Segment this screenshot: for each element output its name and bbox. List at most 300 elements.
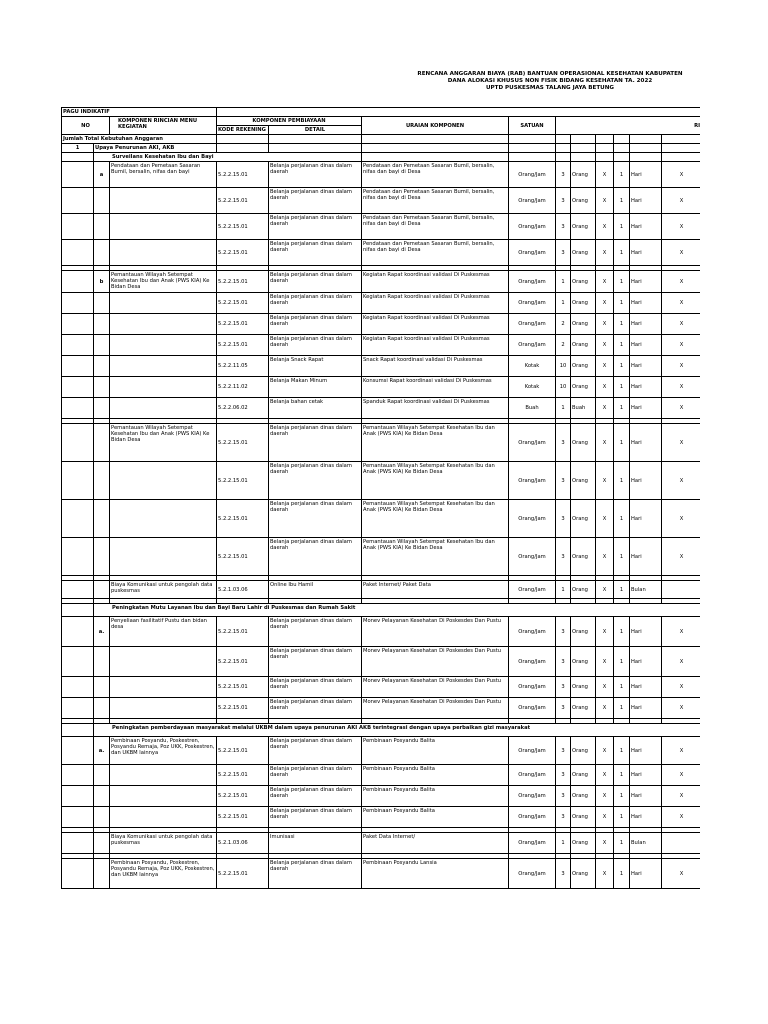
- cell-x: X: [596, 737, 614, 765]
- cell-satuan: Orang/Jam: [509, 538, 556, 576]
- menu-cell: Penyeliaan fasilitatif Pustu dan bidan desa: [110, 617, 217, 647]
- cell-satuan: Orang/Jam: [509, 647, 556, 677]
- table-row: [62, 859, 702, 889]
- table-row: [62, 647, 702, 677]
- cell-q2: 1: [614, 737, 630, 765]
- cell-u1: Orang: [571, 647, 596, 677]
- sub-letter: [94, 647, 110, 677]
- table-row: [62, 314, 702, 335]
- cell-q1: 1: [556, 581, 571, 599]
- menu-cell: [110, 786, 217, 807]
- cell-detail: Online Ibu Hamil: [269, 581, 362, 599]
- cell-kode: 5.2.2.15.01: [217, 293, 269, 314]
- cell-x: X: [596, 377, 614, 398]
- sub-letter: [94, 859, 110, 889]
- cell-uraian: Monev Pelayanan Kesehatan Di Poskesdes Dan Pustu: [362, 647, 509, 677]
- upaya-label: Upaya Penurunan AKI, AKB: [94, 144, 217, 153]
- cell-x2: X: [662, 424, 702, 462]
- rab-table: [61, 107, 702, 889]
- cell-u1: Orang: [571, 424, 596, 462]
- cell-u2: Hari: [630, 424, 662, 462]
- cell-x2: [662, 581, 702, 599]
- sub-letter: [94, 765, 110, 786]
- cell-x: X: [596, 538, 614, 576]
- cell-u1: Orang: [571, 335, 596, 356]
- cell-q2: 1: [614, 833, 630, 854]
- cell-u2: Hari: [630, 188, 662, 214]
- cell-x: X: [596, 617, 614, 647]
- surveilans-label: Surveilans Kesehatan Ibu dan Bayi: [94, 153, 362, 162]
- cell-q1: 3: [556, 424, 571, 462]
- cell-x: X: [596, 462, 614, 500]
- cell-x2: X: [662, 162, 702, 188]
- cell-q2: 1: [614, 859, 630, 889]
- sub-letter: a.: [94, 617, 110, 647]
- cell-u2: Hari: [630, 765, 662, 786]
- cell-u1: Orang: [571, 271, 596, 293]
- cell-x2: X: [662, 859, 702, 889]
- cell-detail: Belanja perjalanan dinas dalam daerah: [269, 162, 362, 188]
- cell-u1: Orang: [571, 737, 596, 765]
- cell-u1: Orang: [571, 538, 596, 576]
- cell-q2: 1: [614, 162, 630, 188]
- cell-kode: 5.2.2.15.01: [217, 737, 269, 765]
- cell-uraian: Pembinaan Posyandu Balita: [362, 786, 509, 807]
- sub-letter: [94, 786, 110, 807]
- cell-q1: 3: [556, 188, 571, 214]
- cell-u2: Hari: [630, 617, 662, 647]
- cell-kode: 5.2.2.15.01: [217, 698, 269, 719]
- cell-kode: 5.2.2.11.02: [217, 377, 269, 398]
- menu-cell: [110, 677, 217, 698]
- cell-u2: Hari: [630, 859, 662, 889]
- cell-x2: X: [662, 462, 702, 500]
- cell-detail: Belanja perjalanan dinas dalam daerah: [269, 647, 362, 677]
- cell-u1: Orang: [571, 314, 596, 335]
- cell-q2: 1: [614, 188, 630, 214]
- cell-u1: Orang: [571, 240, 596, 266]
- sub-letter: [94, 188, 110, 214]
- menu-cell: [110, 500, 217, 538]
- cell-x2: X: [662, 737, 702, 765]
- cell-kode: 5.2.2.15.01: [217, 314, 269, 335]
- cell-q2: 1: [614, 647, 630, 677]
- table-row: [62, 737, 702, 765]
- cell-q1: 3: [556, 162, 571, 188]
- page-clip: [700, 0, 768, 1024]
- cell-uraian: Konsumsi Rapat koordinasi validasi Di Puskesmas: [362, 377, 509, 398]
- cell-u1: Orang: [571, 859, 596, 889]
- cell-q2: 1: [614, 240, 630, 266]
- cell-satuan: Orang/Jam: [509, 162, 556, 188]
- cell-q1: 1: [556, 271, 571, 293]
- sub-letter: [94, 698, 110, 719]
- col-kode: KODE REKENING: [217, 126, 269, 135]
- cell-u2: Hari: [630, 377, 662, 398]
- cell-u2: Hari: [630, 647, 662, 677]
- cell-q2: 1: [614, 377, 630, 398]
- cell-detail: Belanja perjalanan dinas dalam daerah: [269, 617, 362, 647]
- cell-kode: 5.2.2.15.01: [217, 786, 269, 807]
- sub-letter: [94, 462, 110, 500]
- cell-x: X: [596, 677, 614, 698]
- cell-detail: Belanja perjalanan dinas dalam daerah: [269, 737, 362, 765]
- sub-letter: [94, 677, 110, 698]
- menu-cell: [110, 240, 217, 266]
- table-row: [62, 617, 702, 647]
- cell-u1: Orang: [571, 500, 596, 538]
- cell-uraian: Paket Data Internet/: [362, 833, 509, 854]
- cell-kode: 5.2.1.03.06: [217, 581, 269, 599]
- sub-letter: [94, 293, 110, 314]
- cell-q2: 1: [614, 293, 630, 314]
- cell-uraian: Pembinaan Posyandu Lansia: [362, 859, 509, 889]
- menu-cell: [110, 293, 217, 314]
- cell-u1: Orang: [571, 356, 596, 377]
- cell-kode: 5.2.2.15.01: [217, 617, 269, 647]
- cell-satuan: Orang/Jam: [509, 271, 556, 293]
- cell-x: X: [596, 647, 614, 677]
- cell-satuan: Orang/Jam: [509, 737, 556, 765]
- cell-kode: 5.2.2.15.01: [217, 538, 269, 576]
- sub-letter: [94, 314, 110, 335]
- cell-satuan: Kotak: [509, 356, 556, 377]
- cell-u1: Orang: [571, 581, 596, 599]
- cell-x: X: [596, 786, 614, 807]
- cell-q1: 3: [556, 617, 571, 647]
- cell-detail: Belanja perjalanan dinas dalam daerah: [269, 293, 362, 314]
- cell-u2: Hari: [630, 356, 662, 377]
- menu-cell: Pendataan dan Pemetaan Sasaran Bumil, bersalin, nifas dan bayi: [110, 162, 217, 188]
- cell-x: X: [596, 581, 614, 599]
- cell-u2: Hari: [630, 807, 662, 828]
- cell-uraian: Pendataan dan Pemetaan Sasaran Bumil, bersalin, nifas dan bayi di Desa: [362, 214, 509, 240]
- col-detail: DETAIL: [269, 126, 362, 135]
- cell-q1: 3: [556, 737, 571, 765]
- sub-letter: [94, 398, 110, 419]
- cell-uraian: Monev Pelayanan Kesehatan Di Poskesdes Dan Pustu: [362, 698, 509, 719]
- sub-letter: [94, 581, 110, 599]
- cell-satuan: Orang/Jam: [509, 293, 556, 314]
- cell-x: X: [596, 356, 614, 377]
- cell-uraian: Snack Rapat koordinasi validasi Di Puskesmas: [362, 356, 509, 377]
- cell-detail: Belanja perjalanan dinas dalam daerah: [269, 271, 362, 293]
- sub-letter: [94, 538, 110, 576]
- cell-satuan: Buah: [509, 398, 556, 419]
- cell-uraian: Pembinaan Posyandu Balita: [362, 765, 509, 786]
- cell-u2: Hari: [630, 737, 662, 765]
- cell-x: X: [596, 500, 614, 538]
- cell-x2: X: [662, 765, 702, 786]
- cell-u1: Buah: [571, 398, 596, 419]
- cell-q1: 3: [556, 677, 571, 698]
- cell-detail: Belanja Makan Minum: [269, 377, 362, 398]
- cell-u1: Orang: [571, 807, 596, 828]
- col-no: NO: [62, 117, 110, 135]
- cell-satuan: Orang/Jam: [509, 833, 556, 854]
- cell-satuan: Orang/Jam: [509, 581, 556, 599]
- cell-uraian: Pemantauan Wilayah Setempat Kesehatan Ibu dan Anak (PWS KIA) Ke Bidan Desa: [362, 424, 509, 462]
- cell-satuan: Orang/Jam: [509, 698, 556, 719]
- cell-detail: Belanja perjalanan dinas dalam daerah: [269, 786, 362, 807]
- cell-x2: X: [662, 293, 702, 314]
- cell-kode: 5.2.2.15.01: [217, 240, 269, 266]
- cell-kode: 5.2.2.06.02: [217, 398, 269, 419]
- table-row: [62, 786, 702, 807]
- cell-q1: 3: [556, 240, 571, 266]
- cell-x2: X: [662, 500, 702, 538]
- cell-x2: [662, 833, 702, 854]
- cell-q2: 1: [614, 765, 630, 786]
- cell-u1: Orang: [571, 214, 596, 240]
- cell-uraian: Monev Pelayanan Kesehatan Di Poskesdes Dan Pustu: [362, 677, 509, 698]
- cell-uraian: Pendataan dan Pemetaan Sasaran Bumil, bersalin, nifas dan bayi di Desa: [362, 240, 509, 266]
- sub-letter: [94, 833, 110, 854]
- cell-satuan: Orang/Jam: [509, 314, 556, 335]
- cell-q2: 1: [614, 677, 630, 698]
- cell-x2: X: [662, 677, 702, 698]
- cell-satuan: Orang/Jam: [509, 500, 556, 538]
- sub-letter: b: [94, 271, 110, 293]
- cell-detail: Belanja perjalanan dinas dalam daerah: [269, 500, 362, 538]
- cell-kode: 5.2.2.15.01: [217, 188, 269, 214]
- cell-q1: 3: [556, 807, 571, 828]
- cell-detail: Belanja perjalanan dinas dalam daerah: [269, 240, 362, 266]
- pagu-label: PAGU INDIKATIF: [62, 108, 217, 117]
- cell-u2: Hari: [630, 677, 662, 698]
- menu-cell: [110, 698, 217, 719]
- cell-u2: Bulan: [630, 833, 662, 854]
- cell-uraian: Monev Pelayanan Kesehatan Di Poskesdes Dan Pustu: [362, 617, 509, 647]
- menu-cell: [110, 398, 217, 419]
- menu-cell: [110, 188, 217, 214]
- cell-x2: X: [662, 617, 702, 647]
- table-row: [62, 162, 702, 188]
- cell-satuan: Orang/Jam: [509, 765, 556, 786]
- cell-u2: Hari: [630, 500, 662, 538]
- sub-letter: [94, 356, 110, 377]
- cell-x2: X: [662, 807, 702, 828]
- cell-detail: Belanja perjalanan dinas dalam daerah: [269, 765, 362, 786]
- cell-q1: 3: [556, 647, 571, 677]
- cell-x: X: [596, 314, 614, 335]
- cell-x2: X: [662, 398, 702, 419]
- cell-q2: 1: [614, 398, 630, 419]
- cell-q1: 3: [556, 786, 571, 807]
- sub-letter: [94, 807, 110, 828]
- cell-uraian: Pemantauan Wilayah Setempat Kesehatan Ibu dan Anak (PWS KIA) Ke Bidan Desa: [362, 462, 509, 500]
- cell-kode: 5.2.2.15.01: [217, 335, 269, 356]
- cell-q1: 3: [556, 214, 571, 240]
- cell-x: X: [596, 293, 614, 314]
- cell-u2: Hari: [630, 698, 662, 719]
- cell-q1: 3: [556, 698, 571, 719]
- cell-q1: 1: [556, 398, 571, 419]
- cell-q2: 1: [614, 356, 630, 377]
- cell-x2: X: [662, 240, 702, 266]
- cell-detail: Belanja perjalanan dinas dalam daerah: [269, 807, 362, 828]
- menu-cell: [110, 807, 217, 828]
- cell-q1: 3: [556, 462, 571, 500]
- cell-x2: X: [662, 647, 702, 677]
- cell-detail: Belanja bahan cetak: [269, 398, 362, 419]
- cell-detail: Belanja Snack Rapat: [269, 356, 362, 377]
- cell-x: X: [596, 833, 614, 854]
- section-row: [62, 604, 702, 617]
- cell-q1: 2: [556, 314, 571, 335]
- cell-u1: Orang: [571, 698, 596, 719]
- cell-q1: 1: [556, 833, 571, 854]
- cell-x: X: [596, 271, 614, 293]
- cell-uraian: Spanduk Rapat koordinasi validasi Di Puskesmas: [362, 398, 509, 419]
- col-komponen-pembiayaan: KOMPONEN PEMBIAYAAN: [217, 117, 362, 126]
- cell-q2: 1: [614, 462, 630, 500]
- cell-kode: 5.2.2.15.01: [217, 462, 269, 500]
- cell-x2: X: [662, 214, 702, 240]
- cell-u1: Orang: [571, 617, 596, 647]
- menu-cell: Pemantauan Wilayah Setempat Kesehatan Ibu dan Anak (PWS KIA) Ke Bidan Desa: [110, 271, 217, 293]
- cell-x2: X: [662, 314, 702, 335]
- cell-uraian: Pendataan dan Pemetaan Sasaran Bumil, bersalin, nifas dan bayi di Desa: [362, 162, 509, 188]
- cell-u1: Orang: [571, 833, 596, 854]
- section-label: Peningkatan Mutu Layanan Ibu dan Bayi Baru Lahir di Puskesmas dan Rumah Sakit: [94, 604, 702, 617]
- cell-kode: 5.2.2.15.01: [217, 214, 269, 240]
- cell-q2: 1: [614, 271, 630, 293]
- menu-cell: [110, 647, 217, 677]
- table-row: [62, 538, 702, 576]
- menu-cell: Biaya Komunikasi untuk pengolah data puskesmas: [110, 833, 217, 854]
- cell-q2: 1: [614, 314, 630, 335]
- title-line-1: RENCANA ANGGARAN BIAYA (RAB) BANTUAN OPERASIONAL KESEHATAN KABUPATEN: [417, 71, 683, 77]
- cell-q1: 1: [556, 293, 571, 314]
- doc-title: [400, 71, 700, 92]
- upaya-row: [62, 144, 702, 153]
- cell-u1: Orang: [571, 786, 596, 807]
- cell-q1: 2: [556, 335, 571, 356]
- sub-letter: [94, 500, 110, 538]
- cell-x: X: [596, 398, 614, 419]
- cell-u1: Orang: [571, 293, 596, 314]
- cell-u2: Hari: [630, 462, 662, 500]
- table-row: [62, 807, 702, 828]
- title-line-3: UPTD PUSKESMAS TALANG JAYA BETUNG: [486, 85, 614, 91]
- cell-kode: 5.2.2.15.01: [217, 807, 269, 828]
- sub-letter: [94, 377, 110, 398]
- cell-detail: Belanja perjalanan dinas dalam daerah: [269, 698, 362, 719]
- menu-cell: Biaya Komunikasi untuk pengolah data puskesmas: [110, 581, 217, 599]
- cell-u1: Orang: [571, 188, 596, 214]
- col-satuan: SATUAN: [509, 117, 556, 135]
- cell-u1: Orang: [571, 462, 596, 500]
- cell-x: X: [596, 240, 614, 266]
- cell-x2: X: [662, 538, 702, 576]
- cell-q1: 3: [556, 765, 571, 786]
- cell-x2: X: [662, 377, 702, 398]
- cell-kode: 5.2.2.15.01: [217, 647, 269, 677]
- cell-u2: Hari: [630, 293, 662, 314]
- cell-q1: 10: [556, 377, 571, 398]
- cell-detail: Belanja perjalanan dinas dalam daerah: [269, 214, 362, 240]
- cell-satuan: Kotak: [509, 377, 556, 398]
- cell-q2: 1: [614, 335, 630, 356]
- cell-uraian: Kegiatan Rapat koordinasi validasi Di Puskesmas: [362, 314, 509, 335]
- cell-q2: 1: [614, 698, 630, 719]
- menu-cell: [110, 314, 217, 335]
- jumlah-label: Jumlah Total Kebutuhan Anggaran: [62, 135, 217, 144]
- cell-u2: Hari: [630, 162, 662, 188]
- cell-satuan: Orang/Jam: [509, 214, 556, 240]
- cell-kode: 5.2.1.03.06: [217, 833, 269, 854]
- cell-u1: Orang: [571, 377, 596, 398]
- pagu-row: [62, 108, 702, 117]
- cell-kode: 5.2.2.15.01: [217, 859, 269, 889]
- menu-cell: [110, 462, 217, 500]
- table-row: [62, 335, 702, 356]
- cell-uraian: Pembinaan Posyandu Balita: [362, 807, 509, 828]
- menu-cell: Pembinaan Posyandu, Poskestren, Posyandu Remaja, Poz UKK, Poskestren, dan UKBM lainnya: [110, 859, 217, 889]
- title-line-2: DANA ALOKASI KHUSUS NON FISIK BIDANG KESEHATAN TA. 2022: [447, 78, 653, 84]
- table-row: [62, 293, 702, 314]
- cell-kode: 5.2.2.15.01: [217, 677, 269, 698]
- cell-u2: Hari: [630, 398, 662, 419]
- cell-detail: Imunisasi: [269, 833, 362, 854]
- cell-detail: Belanja perjalanan dinas dalam daerah: [269, 424, 362, 462]
- head-row-1: [62, 117, 702, 126]
- cell-x: X: [596, 807, 614, 828]
- sub-letter: [94, 214, 110, 240]
- cell-kode: 5.2.2.15.01: [217, 765, 269, 786]
- cell-detail: Belanja perjalanan dinas dalam daerah: [269, 335, 362, 356]
- cell-x: X: [596, 765, 614, 786]
- table-row: [62, 698, 702, 719]
- cell-uraian: Pemantauan Wilayah Setempat Kesehatan Ibu dan Anak (PWS KIA) Ke Bidan Desa: [362, 500, 509, 538]
- cell-uraian: Kegiatan Rapat koordinasi validasi Di Puskesmas: [362, 335, 509, 356]
- cell-x: X: [596, 424, 614, 462]
- table-row: [62, 271, 702, 293]
- cell-u2: Hari: [630, 214, 662, 240]
- cell-u1: Orang: [571, 677, 596, 698]
- cell-satuan: Orang/Jam: [509, 240, 556, 266]
- section-row: [62, 724, 702, 737]
- table-row: [62, 377, 702, 398]
- cell-u2: Hari: [630, 271, 662, 293]
- cell-detail: Belanja perjalanan dinas dalam daerah: [269, 538, 362, 576]
- cell-detail: Belanja perjalanan dinas dalam daerah: [269, 314, 362, 335]
- cell-uraian: Pembinaan Posyandu Balita: [362, 737, 509, 765]
- cell-x: X: [596, 859, 614, 889]
- sub-letter: [94, 335, 110, 356]
- cell-uraian: Paket Internet/ Paket Data: [362, 581, 509, 599]
- col-rincian: RI: [556, 117, 702, 135]
- table-row: [62, 462, 702, 500]
- menu-cell: [110, 356, 217, 377]
- upaya-no: 1: [62, 144, 94, 153]
- cell-uraian: Kegiatan Rapat koordinasi validasi Di Puskesmas: [362, 271, 509, 293]
- cell-u1: Orang: [571, 765, 596, 786]
- cell-satuan: Orang/Jam: [509, 335, 556, 356]
- cell-detail: Belanja perjalanan dinas dalam daerah: [269, 462, 362, 500]
- cell-u2: Hari: [630, 240, 662, 266]
- table-row: [62, 356, 702, 377]
- jumlah-row: [62, 135, 702, 144]
- table-row: [62, 398, 702, 419]
- table-row: [62, 581, 702, 599]
- cell-satuan: Orang/Jam: [509, 424, 556, 462]
- cell-q2: 1: [614, 424, 630, 462]
- cell-kode: 5.2.2.15.01: [217, 271, 269, 293]
- cell-kode: 5.2.2.15.01: [217, 424, 269, 462]
- cell-x2: X: [662, 188, 702, 214]
